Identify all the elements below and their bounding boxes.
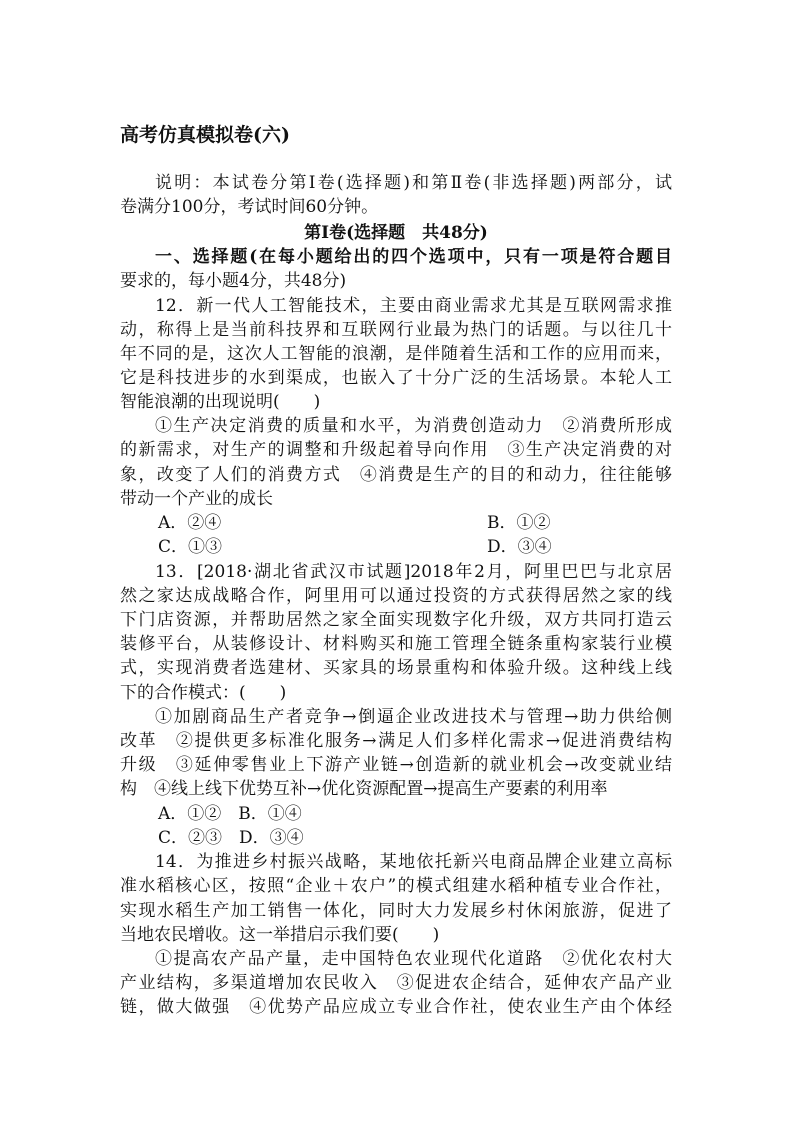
- q12-option-b: B．①②: [487, 513, 551, 533]
- q12-option-a: A．②④: [158, 513, 222, 533]
- q12-stem-line-4: 它是科技进步的水到渠成，也嵌入了十分广泛的生活场景。本轮人工: [120, 368, 672, 388]
- q13-stem-line-4: 装修平台，从装修设计、材料购买和施工管理全链条重构家装行业模: [120, 634, 672, 654]
- q14-statement-line-3: 链，做大做强 ④优势产品应成立专业合作社，使农业生产由个体经: [120, 997, 672, 1017]
- q13-options-row-2: C．②③ D．③④: [158, 828, 304, 848]
- q12-statement-line-2: 的新需求，对生产的调整和升级起着导向作用 ③生产决定消费的对: [120, 440, 672, 460]
- q14-statement-line-2: 产业结构，多渠道增加农民收入 ③促进农企结合，延伸农产品产业: [120, 973, 672, 993]
- q14-stem-line-1: 14．为推进乡村振兴战略，某地依托新兴电商品牌企业建立高标: [155, 852, 672, 872]
- q13-stem-line-5: 式，实现消费者选建材、买家具的场景重构和体验升级。这种线上线: [120, 658, 672, 678]
- q13-options-row-1: A．①② B．①④: [158, 804, 302, 824]
- q12-statement-line-1: ①生产决定消费的质量和水平，为消费创造动力 ②消费所形成: [155, 416, 672, 436]
- q12-option-d: D．③④: [487, 537, 552, 557]
- q12-statement-line-4: 带动一个产业的成长: [120, 489, 273, 509]
- instructions-line-2: 卷满分100分，考试时间60分钟。: [120, 197, 379, 217]
- q13-stem-line-6: 下的合作模式：( ): [120, 683, 287, 703]
- q12-statement-line-3: 象，改变了人们的消费方式 ④消费是生产的目的和动力，往往能够: [120, 465, 672, 485]
- q13-statement-line-3: 升级 ③延伸零售业上下游产业链→创造新的就业机会→改变就业结: [120, 755, 672, 775]
- q13-stem-line-1: 13．[2018·湖北省武汉市试题]2018年2月，阿里巴巴与北京居: [155, 562, 672, 582]
- q13-statement-line-1: ①加剧商品生产者竞争→倒逼企业改进技术与管理→助力供给侧: [155, 707, 672, 727]
- q12-option-c: C．①③: [158, 537, 223, 557]
- q13-stem-line-3: 下门店资源，并帮助居然之家全面实现数字化升级，双方共同打造云: [120, 610, 672, 630]
- q12-stem-line-5: 智能浪潮的出现说明( ): [120, 392, 321, 412]
- q14-stem-line-3: 实现水稻生产加工销售一体化，同时大力发展乡村休闲旅游，促进了: [120, 901, 672, 921]
- q13-stem-line-2: 然之家达成战略合作，阿里用可以通过投资的方式获得居然之家的线: [120, 586, 672, 606]
- part-intro-line-2: 要求的，每小题4分，共48分): [120, 271, 347, 291]
- q13-statement-line-4: 构 ④线上线下优势互补→优化资源配置→提高生产要素的利用率: [120, 779, 608, 799]
- q12-stem-line-1: 12．新一代人工智能技术，主要由商业需求尤其是互联网需求推: [155, 296, 672, 316]
- q14-stem-line-4: 当地农民增收。这一举措启示我们要( ): [120, 925, 440, 945]
- q12-stem-line-3: 年不同的是，这次人工智能的浪潮，是伴随着生活和工作的应用而来，: [120, 344, 672, 364]
- q14-stem-line-2: 准水稻核心区，按照“企业＋农户”的模式组建水稻种植专业合作社，: [120, 876, 672, 896]
- doc-title: 高考仿真模拟卷(六): [120, 124, 290, 146]
- instructions-line-1: 说明：本试卷分第Ⅰ卷(选择题)和第Ⅱ卷(非选择题)两部分，试: [155, 173, 672, 193]
- q14-statement-line-1: ①提高农产品产量，走中国特色农业现代化道路 ②优化农村大: [155, 949, 672, 969]
- part-intro-line-1: 一、选择题(在每小题给出的四个选项中，只有一项是符合题目: [155, 247, 672, 267]
- q13-statement-line-2: 改革 ②提供更多标准化服务→满足人们多样化需求→促进消费结构: [120, 731, 672, 751]
- q12-stem-line-2: 动，称得上是当前科技界和互联网行业最为热门的话题。与以往几十: [120, 320, 672, 340]
- section-heading: 第Ⅰ卷(选择题 共48分): [304, 223, 488, 243]
